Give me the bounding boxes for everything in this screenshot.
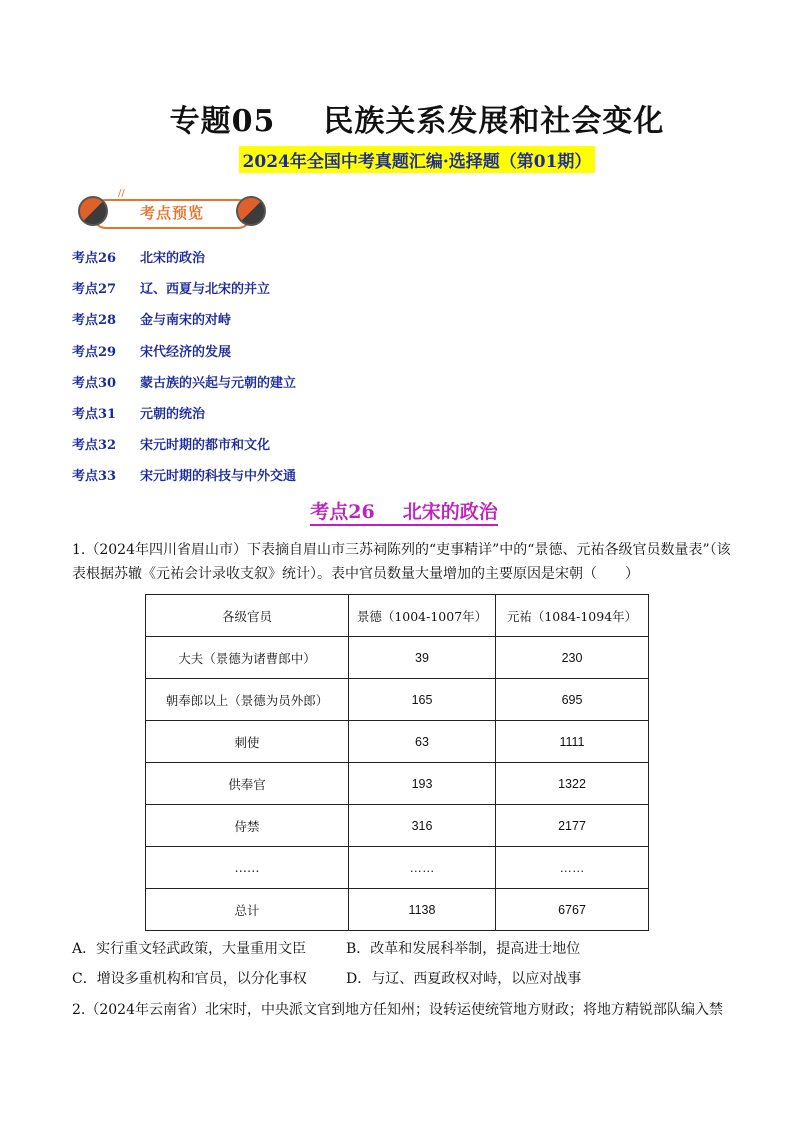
title-right: 民族关系发展和社会变化 xyxy=(323,104,665,139)
table-cell: 695 xyxy=(496,679,649,721)
toc-num: 考点31 xyxy=(72,406,117,422)
option-d[interactable]: D．与辽、西夏政权对峙，以应对战事 xyxy=(346,971,582,987)
table-cell: 230 xyxy=(496,637,649,679)
toc-num: 考点27 xyxy=(72,282,117,298)
toc-text: 辽、西夏与北宋的并立 xyxy=(140,282,271,298)
toc-item[interactable] xyxy=(72,403,296,434)
toc-num: 考点32 xyxy=(72,438,117,454)
option-c[interactable]: C．增设多重机构和官员，以分化事权 xyxy=(72,971,307,987)
page-title xyxy=(0,96,794,140)
section-num: 考点26 xyxy=(310,501,375,523)
banner-label: 考点预览 xyxy=(139,204,204,222)
table-cell: 2177 xyxy=(496,805,649,847)
table-cell: 侍禁 xyxy=(146,805,349,847)
toc-text: 金与南宋的对峙 xyxy=(140,313,232,329)
toc-text: 宋元时期的科技与中外交通 xyxy=(140,469,297,485)
table-cell: …… xyxy=(349,847,496,889)
table-row xyxy=(146,679,649,721)
toc-text: 宋元时期的都市和文化 xyxy=(140,438,271,454)
toc-num: 考点29 xyxy=(72,344,117,360)
toc-item[interactable] xyxy=(72,341,296,372)
table-cell: 39 xyxy=(349,637,496,679)
table-row xyxy=(146,637,649,679)
table-header-row xyxy=(146,595,649,637)
table-cell: …… xyxy=(496,847,649,889)
subtitle-wrap xyxy=(0,146,794,173)
section-heading xyxy=(0,497,794,524)
table-cell: 1138 xyxy=(349,889,496,931)
toc-text: 蒙古族的兴起与元朝的建立 xyxy=(140,375,297,391)
table-cell: 供奉官 xyxy=(146,763,349,805)
toc-text: 元朝的统治 xyxy=(140,406,206,422)
toc-item[interactable] xyxy=(72,372,296,403)
toc-list xyxy=(72,247,296,497)
toc-item[interactable] xyxy=(72,434,296,465)
toc-num: 考点33 xyxy=(72,469,117,485)
table-row xyxy=(146,805,649,847)
table-row xyxy=(146,721,649,763)
table-row xyxy=(146,763,649,805)
question-2-text xyxy=(72,998,732,1022)
option-a[interactable]: A．实行重文轻武政策，大量重用文臣 xyxy=(72,941,307,957)
question-1-text xyxy=(72,538,732,586)
table-cell: 朝奉郎以上（景德为员外郎） xyxy=(146,679,349,721)
table-header-cell: 景德（1004-1007年） xyxy=(349,595,496,637)
toc-num: 考点30 xyxy=(72,375,117,391)
toc-num: 考点26 xyxy=(72,251,117,266)
question-1-line2: 表根据苏辙《元祐会计录收支叙》统计）。表中官员数量大量增加的主要原因是宋朝（ ） xyxy=(72,566,639,582)
table-cell: 总计 xyxy=(146,889,349,931)
table-header-cell: 元祐（1084-1094年） xyxy=(496,595,649,637)
table-cell: 刺使 xyxy=(146,721,349,763)
table-cell: 165 xyxy=(349,679,496,721)
preview-banner xyxy=(78,188,266,230)
option-b[interactable]: B．改革和发展科举制，提高进士地位 xyxy=(346,941,581,957)
question-2-line1: 2.（2024年云南省）北宋时，中央派文官到地方任知州；设转运使统管地方财政；将地方精锐部队编入禁 xyxy=(72,1002,723,1018)
table-row xyxy=(146,847,649,889)
table-cell: 大夫（景德为诸曹郎中） xyxy=(146,637,349,679)
title-left: 专题05 xyxy=(169,104,276,139)
table-cell: 193 xyxy=(349,763,496,805)
table-cell: 316 xyxy=(349,805,496,847)
table-header-cell: 各级官员 xyxy=(146,595,349,637)
table-cell: 63 xyxy=(349,721,496,763)
question-1-line1: 1.（2024年四川省眉山市）下表摘自眉山市三苏祠陈列的“吏事精详”中的“景德、元祐各级官员数量表”（该 xyxy=(72,542,731,558)
toc-item[interactable] xyxy=(72,465,296,496)
toc-text: 宋代经济的发展 xyxy=(140,344,232,360)
page-subtitle: 2024年全国中考真题汇编·选择题（第01期） xyxy=(239,146,596,173)
table-cell: 1322 xyxy=(496,763,649,805)
toc-item[interactable] xyxy=(72,278,296,309)
toc-item[interactable] xyxy=(72,309,296,340)
toc-item[interactable] xyxy=(72,247,296,278)
table-cell: 1111 xyxy=(496,721,649,763)
toc-num: 考点28 xyxy=(72,313,117,329)
table-row xyxy=(146,889,649,931)
table-cell: …… xyxy=(146,847,349,889)
table-cell: 6767 xyxy=(496,889,649,931)
slash-decoration-icon: // xyxy=(118,188,125,199)
officials-table xyxy=(145,594,649,931)
section-name: 北宋的政治 xyxy=(402,501,498,523)
toc-text: 北宋的政治 xyxy=(140,251,206,266)
